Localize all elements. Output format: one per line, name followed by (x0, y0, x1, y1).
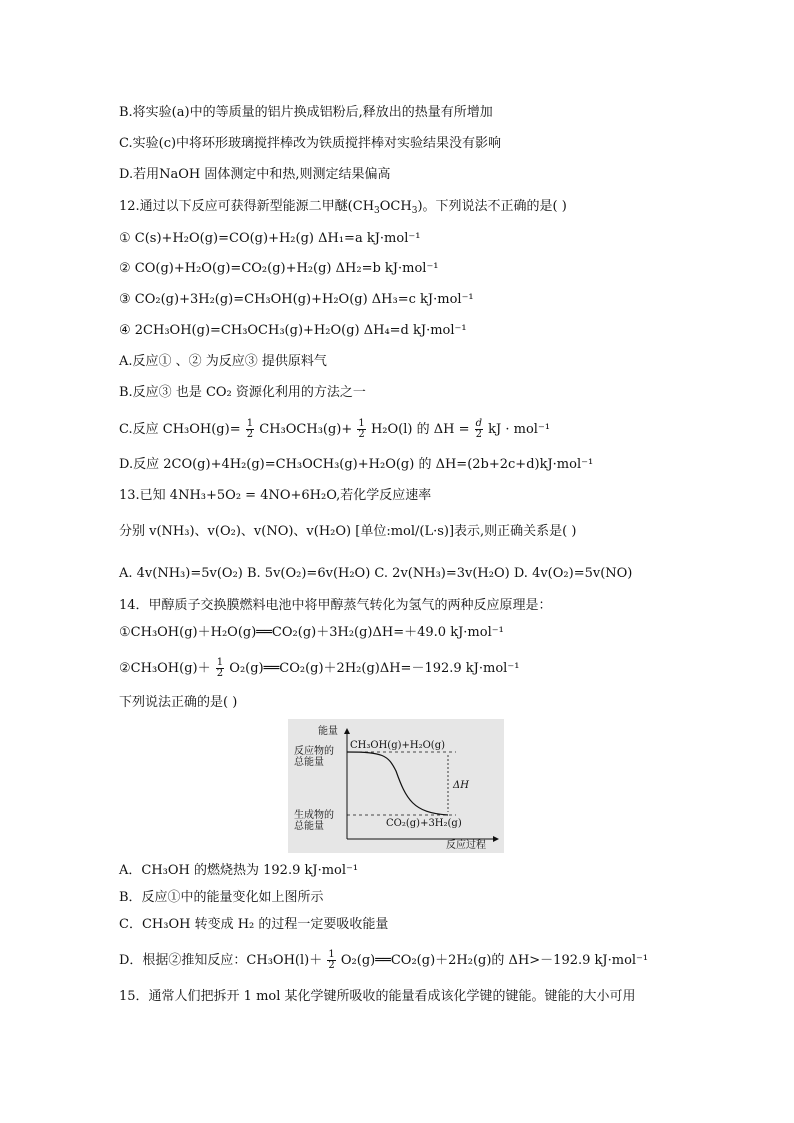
q12-option-c: C.反应 CH₃OH(g)= $\frac{1}{2}$ CH₃OCH₃(g)+ $\frac{1}{2}$ H₂O(l) 的 ΔH = $\frac{d}{2}$ kJ · mol⁻¹ (119, 418, 551, 440)
q12-option-d: D.反应 2CO(g)+4H₂(g)=CH₃OCH₃(g)+H₂O(g) 的 ΔH=(2b+2c+d)kJ·mol⁻¹ (119, 457, 594, 472)
products-label: CO₂(g)+3H₂(g) (386, 818, 462, 829)
question-14-stem: 14．甲醇质子交换膜燃料电池中将甲醇蒸气转化为氢气的两种反应原理是： (119, 598, 552, 613)
option-b-line: B.将实验(a)中的等质量的铝片换成铝粉后,释放出的热量有所增加 (119, 105, 493, 120)
q14-option-c: C．CH₃OH 转变成 H₂ 的过程一定要吸收能量 (119, 917, 389, 932)
q14-option-d: D．根据②推知反应：CH₃OH(l)＋ $\frac{1}{2}$ O₂(g)══CO₂(g)＋2H₂(g)的 ΔH>－192.9 kJ·mol⁻¹ (119, 949, 649, 971)
reactants-label: CH₃OH(g)+H₂O(g) (350, 740, 446, 751)
reaction-3: ③ CO₂(g)+3H₂(g)=CH₃OH(g)+H₂O(g) ΔH₃=c kJ·mol⁻¹ (119, 292, 474, 307)
y-axis-label: 能量 (318, 726, 338, 737)
fraction-half: $\frac{1}{2}$ (358, 418, 365, 440)
delta-h-label: ΔH (453, 780, 469, 791)
question-13-desc: 分别 v(NH₃)、v(O₂)、v(NO)、v(H₂O) [单位:mol/(L·s)]表示,则正确关系是( ) (119, 524, 577, 539)
reaction-2: ② CO(g)+H₂O(g)=CO₂(g)+H₂(g) ΔH₂=b kJ·mol⁻¹ (119, 261, 439, 276)
fraction-half: $\frac{1}{2}$ (328, 949, 335, 971)
q14-reaction-2: ②CH₃OH(g)＋ $\frac{1}{2}$ O₂(g)══CO₂(g)＋2H₂(g)ΔH=－192.9 kJ·mol⁻¹ (119, 657, 520, 679)
q12-option-a: A.反应① 、② 为反应③ 提供原料气 (119, 354, 327, 369)
q14-option-a: A．CH₃OH 的燃烧热为 192.9 kJ·mol⁻¹ (119, 863, 359, 878)
product-energy-label: 生成物的 总能量 (294, 810, 334, 832)
q12-option-b: B.反应③ 也是 CO₂ 资源化利用的方法之一 (119, 385, 366, 400)
question-13-options: A. 4v(NH₃)=5v(O₂) B. 5v(O₂)=6v(H₂O) C. 2v(NH₃)=3v(H₂O) D. 4v(O₂)=5v(NO) (119, 566, 633, 581)
q14-question: 下列说法正确的是( ) (119, 695, 238, 710)
reactant-energy-label: 反应物的 总能量 (294, 746, 334, 768)
x-axis-label: 反应过程 (446, 840, 486, 851)
question-15-stem: 15．通常人们把拆开 1 mol 某化学键所吸收的能量看成该化学键的键能。键能的大小可用 (119, 989, 636, 1004)
reaction-4: ④ 2CH₃OH(g)=CH₃OCH₃(g)+H₂O(g) ΔH₄=d kJ·mol⁻¹ (119, 323, 467, 338)
option-d-line: D.若用NaOH 固体测定中和热,则测定结果偏高 (119, 167, 391, 182)
fraction-d-half: $\frac{d}{2}$ (475, 418, 483, 440)
question-13-stem: 13.已知 4NH₃+5O₂ = 4NO+6H₂O,若化学反应速率 (119, 488, 432, 503)
q14-option-b: B．反应①中的能量变化如上图所示 (119, 890, 324, 905)
energy-curve (347, 752, 448, 815)
question-12-stem: 12.通过以下反应可获得新型能源二甲醚$(CH_3OCH_3)$。下列说法不正确的是( ) (119, 199, 567, 216)
fraction-half: $\frac{1}{2}$ (216, 657, 224, 679)
fraction-half: $\frac{1}{2}$ (246, 418, 254, 440)
q14-reaction-1: ①CH₃OH(g)＋H₂O(g)══CO₂(g)＋3H₂(g)ΔH=＋49.0 kJ·mol⁻¹ (119, 625, 504, 640)
reaction-1: ① C(s)+H₂O(g)=CO(g)+H₂(g) ΔH₁=a kJ·mol⁻¹ (119, 231, 421, 246)
option-c-line: C.实验(c)中将环形玻璃搅拌棒改为铁质搅拌棒对实验结果没有影响 (119, 136, 502, 151)
energy-diagram (288, 719, 504, 853)
